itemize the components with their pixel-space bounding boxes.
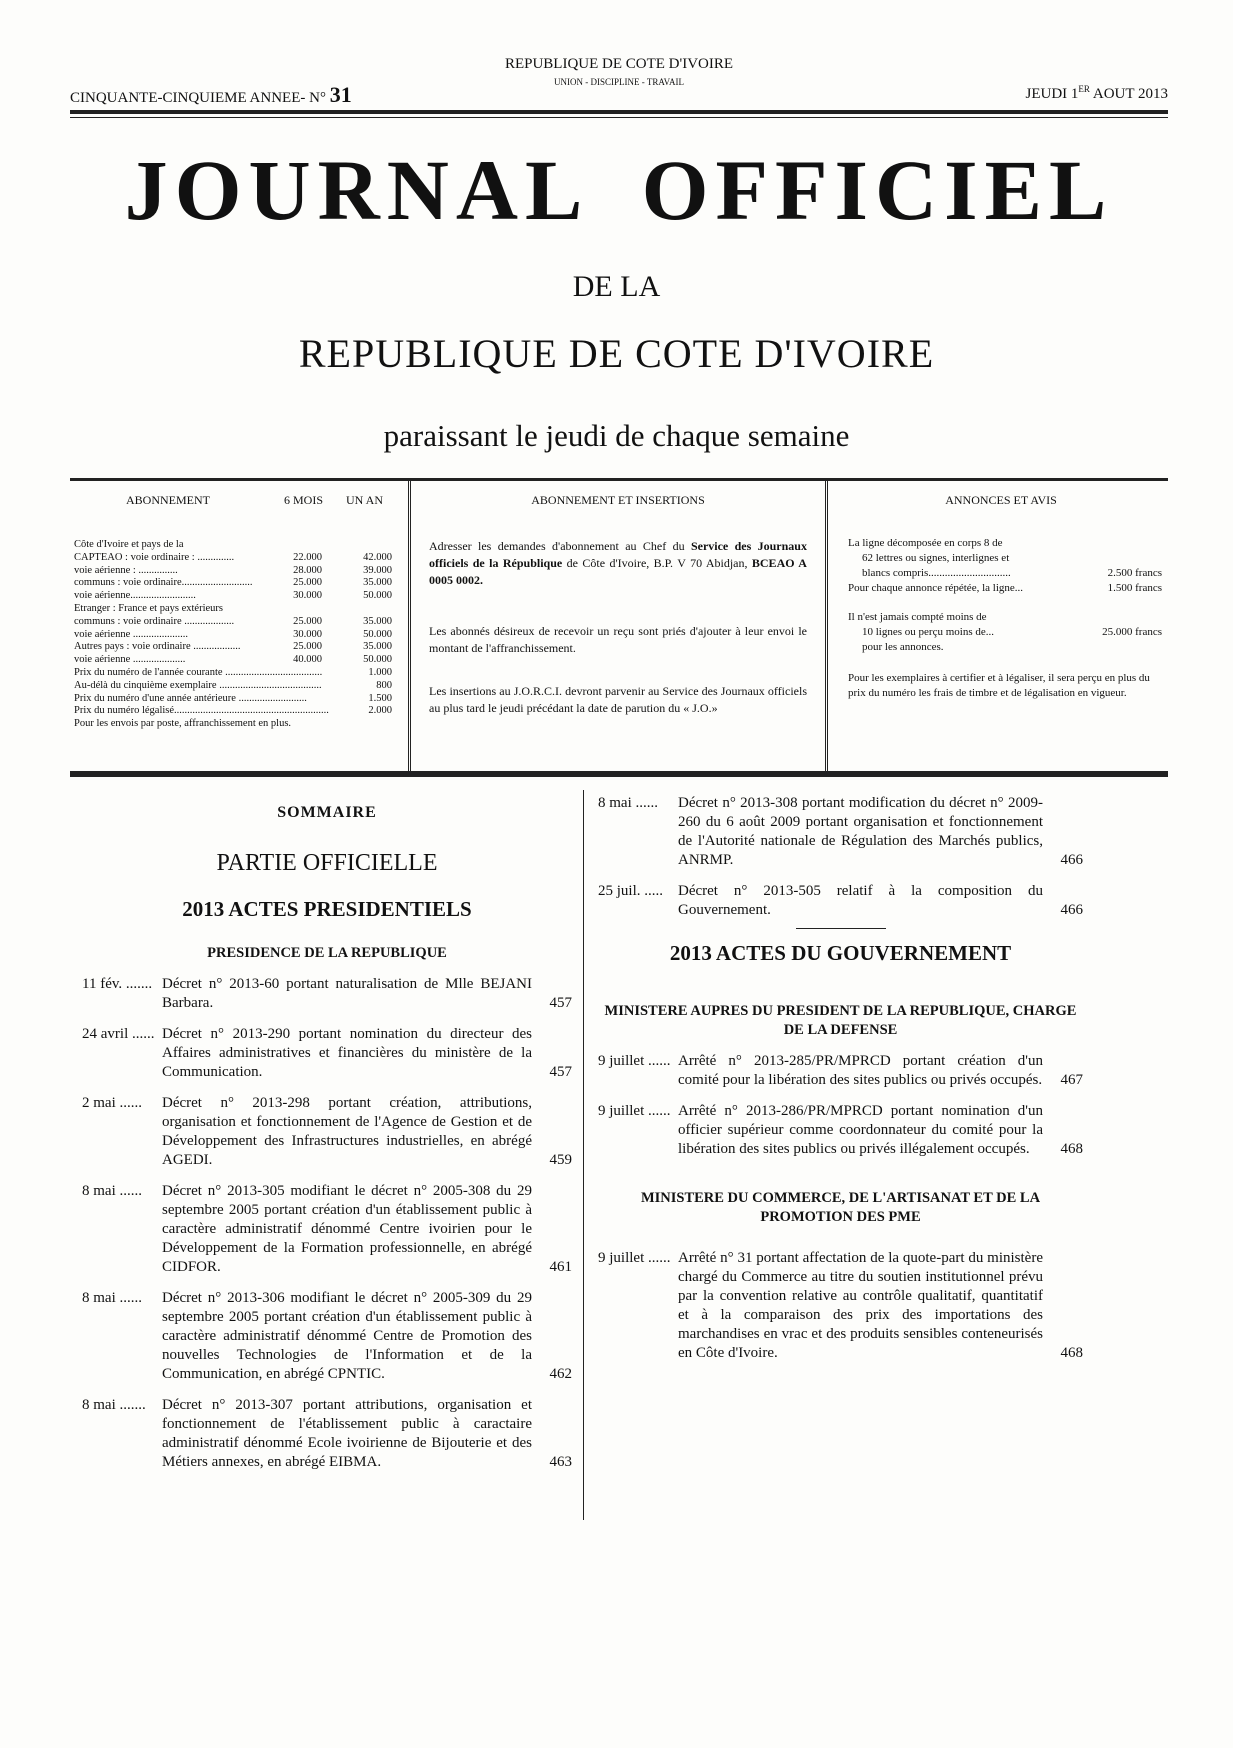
rate-v1: 2.000 — [368, 705, 392, 717]
rate-row — [74, 616, 400, 629]
entry-page: 466 — [1060, 852, 1083, 868]
rate-v6: 30.000 — [293, 628, 322, 640]
rate-label: voie aérienne .................... — [74, 654, 186, 666]
insertions-receipt: Les abonnés désireux de recevoir un reçu sont priés d'ajouter à leur envoi le montant de l'affranchissement. — [429, 624, 807, 655]
entry-date: 2 mai ...... — [82, 1095, 142, 1111]
entry-date: 24 avril ...... — [82, 1026, 155, 1042]
rate-label: voie aérienne : ............... — [74, 564, 178, 576]
entry-text: Décret n° 2013-305 modifiant le décret n° 2005-308 du 29 septembre 2005 portant création d'un établissement public à caractère administratif dénommé Centre ivoirien pour le Développement de la Formation professionnelle, en abrégé CIDFOR. — [162, 1183, 532, 1275]
rate-label: communs : voie ordinaire ................... — [74, 615, 235, 627]
rate-row — [74, 565, 400, 578]
entry-date: 9 juillet ...... — [598, 1053, 671, 1069]
entry-text: Décret n° 2013-298 portant création, attributions, organisation et fonctionnement de l'Agence de Gestion et de Développement des Infrastructures industrielles, en abrégé AGEDI. — [162, 1095, 532, 1168]
republic-header — [70, 56, 1168, 87]
rate-v1: 35.000 — [363, 577, 392, 589]
rate-row — [74, 693, 400, 706]
issue-number: 31 — [329, 82, 352, 107]
entry-page: 457 — [549, 995, 572, 1011]
rate-v1: 42.000 — [363, 551, 392, 563]
rate-label: CAPTEAO : voie ordinaire : .............. — [74, 551, 235, 563]
entry-page: 461 — [549, 1259, 572, 1275]
entry-text: Arrêté n° 2013-286/PR/MPRCD portant nomination d'un officier supérieur comme coordonnateur du comité pour la libération des sites publics ou privés illégalement occupés. — [678, 1103, 1043, 1157]
entry-page: 468 — [1060, 1141, 1083, 1157]
entry-text: Décret n° 2013-307 portant attributions, organisation et fonctionnement de l'établissement public à caractaire administratif dénommé Ecole ivoirienne de Bijouterie et des Métiers annexes, en abrégé EIBMA. — [162, 1397, 532, 1470]
annonce-l4: Pour chaque annonce répétée, la ligne... — [848, 582, 1024, 594]
annonce-l6: 10 lignes ou perçu moins de... — [862, 626, 994, 638]
abonnement-6mois: 6 MOIS — [284, 493, 324, 507]
rate-v1: 50.000 — [363, 628, 392, 640]
abonnement-rates — [70, 525, 400, 731]
rate-v1: 35.000 — [363, 615, 392, 627]
rate-row — [74, 667, 400, 680]
sommaire-left-column — [82, 790, 572, 1472]
national-motto: UNION - DISCIPLINE - TRAVAIL — [554, 77, 684, 87]
rate-v6 — [329, 705, 358, 718]
ministere-defense-heading: MINISTERE AUPRES DU PRESIDENT DE LA REPUBLIQUE, CHARGE DE LA DEFENSE — [604, 1003, 1077, 1038]
annonces-line-rate — [848, 536, 1162, 596]
actes-presidentiels: 2013 ACTES PRESIDENTIELS — [182, 897, 472, 921]
entry-date: 8 mai ...... — [82, 1290, 142, 1306]
edition-label: CINQUANTE-CINQUIEME ANNEE- N° — [70, 90, 326, 106]
date-sup: ER — [1078, 84, 1090, 94]
rate-v1: 1.500 — [368, 692, 392, 704]
partie-officielle: PARTIE OFFICIELLE — [216, 850, 438, 876]
insertions-column — [408, 481, 828, 771]
entry-page: 468 — [1060, 1345, 1083, 1361]
rate-row — [74, 654, 400, 667]
left-entries — [82, 975, 572, 1472]
rate-label: Côte d'Ivoire et pays de la — [74, 539, 184, 550]
rate-row — [74, 629, 400, 642]
abonnement-an: UN AN — [346, 493, 384, 507]
rate-label: Pour les envois par poste, affranchissement en plus. — [74, 718, 292, 730]
rate-v1: 35.000 — [363, 641, 392, 653]
entry-page: 467 — [1060, 1072, 1083, 1088]
rate-v6: 25.000 — [293, 615, 322, 627]
rate-v1: 800 — [376, 679, 392, 691]
rate-label: Prix du numéro d'une année antérieure .......................... — [74, 692, 307, 704]
entry-text: Arrêté n° 31 portant affectation de la quote-part du ministère chargé du Commerce au titre du soutien institutionnel prévu par la convention relative au contrôle qualitatif, quantitatif et à la comparaison des prix des importations des marchandises en vrac et des produits sensibles conteneurisés en Côte d'Ivoire. — [678, 1250, 1043, 1361]
rate-v1: 50.000 — [363, 654, 392, 666]
rate-v6 — [291, 718, 338, 731]
annonces-minimum — [848, 610, 1162, 655]
masthead-title: JOURNAL OFFICIEL — [124, 142, 1114, 238]
ministere-commerce-heading: MINISTERE DU COMMERCE, DE L'ARTISANAT ET DE LA PROMOTION DES PME — [640, 1190, 1041, 1225]
rate-row — [74, 680, 400, 693]
rate-label: voie aérienne ..................... — [74, 628, 189, 640]
annonces-head: ANNONCES ET AVIS — [945, 493, 1057, 507]
rate-v6 — [322, 680, 355, 693]
sommaire-entry — [598, 1249, 1083, 1363]
rate-label: communs : voie ordinaire........................... — [74, 577, 253, 589]
date-prefix: JEUDI 1 — [1025, 86, 1079, 102]
entry-date: 8 mai ...... — [598, 795, 658, 811]
annonce-l1: La ligne décomposée en corps 8 de — [848, 537, 1003, 549]
annonces-legalisation: Pour les exemplaires à certifier et à légaliser, il sera perçu en plus du prix du numéro les frais de timbre et de légalisation en vigueur. — [848, 672, 1150, 699]
rate-v6: 25.000 — [293, 641, 322, 653]
annonce-p3: 25.000 francs — [1102, 626, 1162, 638]
entry-date: 11 fév. ....... — [82, 976, 153, 992]
rate-v6: 22.000 — [293, 551, 322, 563]
address-d: BCEAO A 0005 0002. — [429, 556, 807, 587]
rate-label: Au-délà du cinquième exemplaire ....................................... — [74, 679, 322, 691]
address-b: Service des Journaux officiels de la République — [429, 539, 807, 570]
masthead-republique: REPUBLIQUE DE COTE D'IVOIRE — [298, 331, 935, 376]
issue-date — [1026, 84, 1169, 103]
rate-v1: 50.000 — [363, 590, 392, 602]
sommaire-entry — [598, 1102, 1083, 1159]
rate-v6 — [262, 603, 322, 616]
entry-text: Décret n° 2013-290 portant nomination du directeur des Affaires administratives et financières du ministère de la Communication. — [162, 1026, 532, 1080]
insertions-address — [429, 538, 807, 589]
masthead-de-la: DE LA — [572, 270, 661, 303]
sommaire-entry — [82, 1094, 572, 1170]
entry-page: 463 — [549, 1454, 572, 1470]
sommaire-entry — [82, 1289, 572, 1384]
rate-row — [74, 539, 400, 552]
rate-label: Prix du numéro légalisé........................................................... — [74, 705, 329, 717]
rate-v1 — [322, 539, 400, 552]
rate-v6 — [262, 539, 322, 552]
column-divider — [583, 790, 584, 1520]
insertions-head: ABONNEMENT ET INSERTIONS — [531, 493, 705, 507]
entry-date: 9 juillet ...... — [598, 1103, 671, 1119]
rate-v6: 28.000 — [293, 564, 322, 576]
masthead-frequency: paraissant le jeudi de chaque semaine — [383, 418, 850, 453]
sommaire-right-column — [598, 790, 1083, 1363]
rate-row — [74, 705, 400, 718]
entry-date: 8 mai ...... — [82, 1183, 142, 1199]
sommaire-entry — [82, 1396, 572, 1472]
rate-v6: 25.000 — [293, 577, 322, 589]
sommaire-entry — [598, 882, 1083, 920]
annonce-l3: blancs compris.............................. — [862, 567, 1011, 579]
sommaire-entry — [82, 1025, 572, 1082]
address-a: Adresser les demandes d'abonnement au Chef du — [429, 539, 691, 553]
date-suffix: AOUT 2013 — [1089, 86, 1168, 102]
section-rule — [796, 928, 886, 929]
header-strip — [70, 48, 1168, 107]
annonce-p2: 1.500 francs — [1107, 582, 1162, 594]
sommaire-entry — [82, 975, 572, 1013]
sommaire-entry — [598, 1052, 1083, 1090]
rate-v6 — [322, 667, 354, 680]
abonnement-column — [70, 481, 400, 771]
rate-v1 — [338, 718, 400, 731]
entry-date: 9 juillet ...... — [598, 1250, 671, 1266]
rate-row — [74, 718, 400, 731]
insertions-deadline: Les insertions au J.O.R.C.I. devront parvenir au Service des Journaux officiels au plus tard le jeudi précédant la date de parution du « J.O.» — [429, 684, 807, 715]
defense-entries — [598, 1052, 1083, 1159]
rate-row — [74, 603, 400, 616]
entry-page: 457 — [549, 1064, 572, 1080]
abonnement-head: ABONNEMENT — [126, 493, 210, 507]
entry-text: Décret n° 2013-306 modifiant le décret n° 2005-309 du 29 septembre 2005 portant création d'un établissement public à caractère administratif dénommé Centre de Promotion des nouvelles Technologies de l'Information et de la Communication, en abrégé CPNTIC. — [162, 1290, 532, 1382]
annonce-p1: 2.500 francs — [1107, 567, 1162, 579]
rate-row — [74, 590, 400, 603]
presidence-heading: PRESIDENCE DE LA REPUBLIQUE — [207, 945, 447, 961]
rate-v6: 30.000 — [293, 590, 322, 602]
annonce-l7: pour les annonces. — [862, 641, 944, 653]
rate-row — [74, 641, 400, 654]
info-bottom-rule — [70, 774, 1168, 777]
entry-text: Décret n° 2013-308 portant modification du décret n° 2009-260 du 6 août 2009 portant organisation et fonctionnement de l'Autorité nationale de Régulation des Marchés publics, ANRMP. — [678, 795, 1043, 868]
commerce-entries — [598, 1249, 1083, 1363]
sommaire-title: SOMMAIRE — [277, 804, 377, 821]
address-c: de Côte d'Ivoire, B.P. V 70 Abidjan, — [562, 556, 752, 570]
annonces-column — [834, 481, 1168, 771]
rate-v1 — [322, 603, 400, 616]
info-table — [70, 478, 1168, 774]
entry-text: Arrêté n° 2013-285/PR/MPRCD portant création d'un comité pour la libération des sites publics ou privés occupés. — [678, 1053, 1043, 1088]
right-top-entries — [598, 794, 1083, 920]
rate-row — [74, 552, 400, 565]
entry-text: Décret n° 2013-60 portant naturalisation de Mlle BEJANI Barbara. — [162, 976, 532, 1011]
republic-name: REPUBLIQUE DE COTE D'IVOIRE — [504, 56, 734, 72]
rate-v6: 40.000 — [293, 654, 322, 666]
entry-page: 462 — [549, 1366, 572, 1382]
actes-gouvernement: 2013 ACTES DU GOUVERNEMENT — [669, 941, 1012, 965]
entry-page: 466 — [1060, 902, 1083, 918]
header-rule — [70, 110, 1168, 114]
sommaire-entry — [82, 1182, 572, 1277]
entry-text: Décret n° 2013-505 relatif à la composition du Gouvernement. — [678, 883, 1043, 918]
header-rule-thin — [70, 117, 1168, 118]
rate-label: Etranger : France et pays extérieurs — [74, 602, 223, 614]
annonce-l5: Il n'est jamais compté moins de — [848, 611, 987, 623]
rate-label: Prix du numéro de l'année courante ..................................... — [74, 666, 323, 678]
abonnement-header — [70, 481, 400, 525]
rate-v1: 39.000 — [363, 564, 392, 576]
rate-row — [74, 577, 400, 590]
rate-label: voie aérienne......................... — [74, 590, 196, 602]
annonce-l2: 62 lettres ou signes, interlignes et — [862, 552, 1010, 564]
rate-label: Autres pays : voie ordinaire .................. — [74, 641, 241, 653]
sommaire-entry — [598, 794, 1083, 870]
entry-date: 25 juil. ..... — [598, 883, 664, 899]
entry-date: 8 mai ....... — [82, 1397, 146, 1413]
entry-page: 459 — [549, 1152, 572, 1168]
rate-v1: 1.000 — [368, 666, 392, 678]
rate-v6 — [307, 693, 346, 706]
